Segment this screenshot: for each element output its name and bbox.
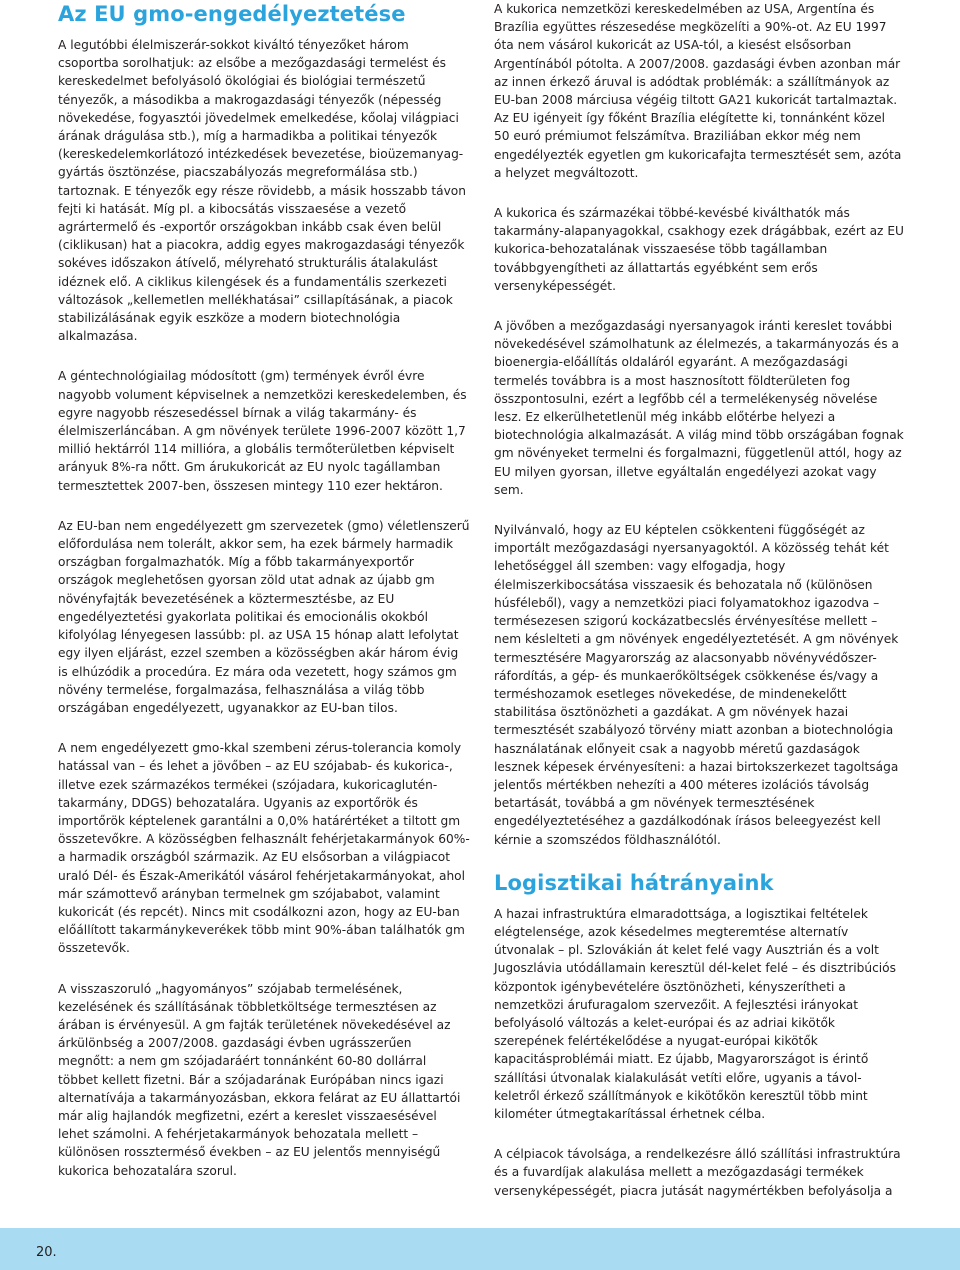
left-column bbox=[58, 0, 470, 1202]
paragraph: Az EU-ban nem engedélyezett gm szervezetek (gmo) véletlenszerű előfordulása nem tolerált, akkor sem, ha ezek bármely harmadik országban forgalmazhatók. Míg a főbb takarmányexportőr országok meglehetősen gyorsan zöld utat adnak az újabb gm növényfajták bevezetésének a köztermesztésbe, az EU engedélyeztetési gyakorlata politikai és emocionális okokból kifolyólag lényegesen lassúbb: pl. az USA 15 hónap alatt lefolytat egy ilyen eljárást, ezzel szemben a közösségben akár három évig is elhúzódik a procedúra. Ez mára oda vezetett, hogy számos gm növény termelése, forgalmazása, felhasználása a világ több országában engedélyezett, ugyanakkor az EU-ban tilos. bbox=[58, 518, 470, 715]
paragraph: A legutóbbi élelmiszerár-sokkot kiváltó tényezőket három csoportba sorolhatjuk: az elsőbe a mezőgazdasági termelést és kereskedelmet befolyásoló ökológiai és biológiai természetű tényezők, a másodikba a makrogazdasági tényezők (népesség növekedése, fogyasztói jövedelmek emelkedése, kőolaj világpiaci árának drágulása stb.), míg a harmadikba a politikai tényezők (kereskedelemkorlátozó intézkedések bevezetése, bioüzemanyag-gyártás ösztönzése, piacszabályozás megreformálása stb.) tartoznak. E tényezők egy része rövidebb, a másik hosszabb távon fejti ki hatását. Míg pl. a kibocsátás visszaesése a vezető agrártermelő és -exportőr országokban inkább csak éven belül (ciklikusan) hat a piacokra, addig egyes makrogazdasági tényezők sokéves időszakon átívelő, mélyreható strukturális átalakulást idéznek elő. A ciklikus kilengések és a fundamentális szerkezeti változások „kellemetlen mellékhatásai” csillapításának, a piacok stabilizálásának egyik eszköze a modern biotechnológia alkalmazása. bbox=[58, 38, 466, 344]
paragraph: A kukorica és származékai többé-kevésbé kiválthatók más takarmány-alapanyagokkal, csakhogy ezek drágábbak, ezért az EU kukorica-behozatalának visszaesése több tagállamban továbbgyengítheti az állattartás egyébként sem erős versenyképességét. bbox=[494, 206, 904, 293]
paragraph: A visszaszoruló „hagyományos” szójabab termelésének, kezelésének és szállításának többletköltsége termesztésen az árában is érvényesül. A gm fajták területének növekedésével az árkülönbség a 2007/2008. gazdasági évben ugrásszerűen megnőtt: a nem gm szójadaráért tonnánként 60-80 dollárral többet kellett fizetni. Bár a szójadarának Európában nincs igazi alternatívája a takarmányozásban, ekkora felárat az EU állattartói már alig hajlandók megfizetni, ezért a kereslet visszaesésével lehet számolni. A fehérjetakarmányok behozatala mellett – különösen rosszterméső években – az EU jelentős mennyiségű kukorica behozatalára szorul. bbox=[58, 981, 461, 1178]
right-column bbox=[494, 0, 904, 1222]
paragraph: A célpiacok távolsága, a rendelkezésre álló szállítási infrastruktúra és a fuvardíjak alakulása mellett a mezőgazdasági termékek versenyképességét, piacra jutását nagymértékben befolyásolja a bbox=[494, 1147, 901, 1198]
paragraph: A jövőben a mezőgazdasági nyersanyagok iránti kereslet további növekedésével számolhatunk az élelmezés, a takarmányozás és a bioenergia-előállítás oldaláról egyaránt. A mezőgazdasági termelés továbbra is a most hasznosított földterületen fog összpontosulni, ezért a legfőbb cél a termelékenység növelése lesz. Ez elkerülhetetlenül még inkább előtérbe helyezi a biotechnológia alkalmazását. A világ mind több országában fognak gm növényeket termelni és forgalmazni, függetlenül attól, hogy az EU milyen gyorsan, illetve egyáltalán engedélyezi azokat vagy sem. bbox=[494, 319, 904, 497]
footer-band bbox=[0, 1228, 960, 1270]
paragraph: A kukorica nemzetközi kereskedelmében az USA, Argentína és Brazília együttes részesedése megközelíti a 90%-ot. Az EU 1997 óta nem vásárol kukoricát az USA-tól, a kiesést elsősorban Argentínából pótolta. A 2007/2008. gazdasági évben azonban már az innen érkező áruval is adódtak problémák: a szállítmányok az EU-ban 2008 márciusa végéig tiltott GA21 kukoricát tartalmaztak. Az EU igényeit így főként Brazília elégítette ki, tonnánként közel 50 euró prémiumot felszámítva. Braziliában ekkor még nem engedélyezték egyetlen gm kukoricafajta termesztését sem, azóta a helyzet megváltozott. bbox=[494, 2, 902, 180]
paragraph: A hazai infrastruktúra elmaradottsága, a logisztikai feltételek elégtelensége, azok késedelmes megteremtése alternatív útvonalak – pl. Szlovákián át kelet felé vagy Ausztrián és a volt Jugoszlávia utódállamain keresztül dél-kelet felé – és disztribúciós központok igénybevételére ösztönözheti, kényszerítheti a nemzetközi árufuragalom szervezőit. A fejlesztési irányokat befolyásoló változás a kelet-európai és az adriai kikötők szerepének felértékelődése a nyugat-európai kikötők kapacitásproblémái miatt. Ez újabb, Magyarországot is érintő szállítási útvonalak kialakulását vetíti előre, ugyanis a távol-keletről érkező szállítmányok e kikötőkön keresztül több mint kilométer útmegtakarítással érhetnek célba. bbox=[494, 906, 896, 1121]
section-heading: Logisztikai hátrányaink bbox=[494, 870, 774, 895]
paragraph: A nem engedélyezett gmo-kkal szembeni zérus-tolerancia komoly hatással van – és lehet a jövőben – az EU szójabab- és kukorica-, illetve ezek származékos termékei (szójadara, kukoricaglutén-takarmány, DDGS) behozatalára. Ugyanis az exportőrök és importőrök képtelenek garantálni a 0,0% határértéket a tiltott gm összetevőkre. A közösségben felhasznált fehérjetakarmányok 60%-a harmadik országból származik. Az EU elsősorban a világpiacot uraló Dél- és Észak-Amerikától vásárol fehérjetakarmányokat, ahol már számottevő arányban termelnek gm szójababot, valamint kukoricát (és repcét). Nincs mit csodálkozni azon, hogy az EU-ban előállított takarmánykeverékek több mint 90%-ában találhatók gm összetevők. bbox=[58, 741, 470, 956]
paragraph: A géntechnológiailag módosított (gm) termények évről évre nagyobb volument képviselnek a nemzetközi kereskedelemben, és egyre nagyobb részesedéssel bírnak a világ takarmány- és élelmiszerláncában. A gm növények területe 1996-2007 között 1,7 millió hektárról 114 millióra, a globális termőterületben képviselt arányuk 8%-ra nőtt. Gm árukukoricát az EU nyolc tagállamban termesztettek 2007-ben, összesen mintegy 110 ezer hektáron. bbox=[58, 369, 467, 493]
page-number: 20. bbox=[36, 1245, 57, 1260]
paragraph: Nyilvánvaló, hogy az EU képtelen csökkenteni függőségét az importált mezőgazdasági nyersanyagoktól. A közösség tehát két lehetőséggel áll szemben: vagy elfogadja, hogy élelmiszerkibocsátása visszaesik és behozatala nő (különösen húsféleből), vagy a nemzetközi piaci folyamatokhoz igazodva – termésezesen szigorú kockázatbecslés érvényesítése mellett – nem késlelteti a gm növények engedélyeztetését. A gm növények termesztésére Magyarország az alacsonyabb növényvédőszer-ráfordítás, a gép- és munkaerőköltségek csökkenése és/vagy a terméshozamok esetleges növekedése, de mindenekelőtt stabilitása ösztönözheti a gazdákat. A gm növények hazai termesztését szabályozó törvény miatt azonban a biotechnológia használatának előnyeit csak a nagyobb méretű gazdaságok lesznek képesek érvényesíteni: a hazai birtokszerkezet tagoltsága jelentős mértékben nehezíti a 400 méteres izolációs távolság betartását, továbbá a gm növények termesztésének engedélyeztetéséhez a gazdálkodónak írásos beleegyezést kell kérnie a szomszédos földhasználótól. bbox=[494, 523, 899, 847]
article-title: Az EU gmo-engedélyeztetése bbox=[58, 2, 406, 26]
